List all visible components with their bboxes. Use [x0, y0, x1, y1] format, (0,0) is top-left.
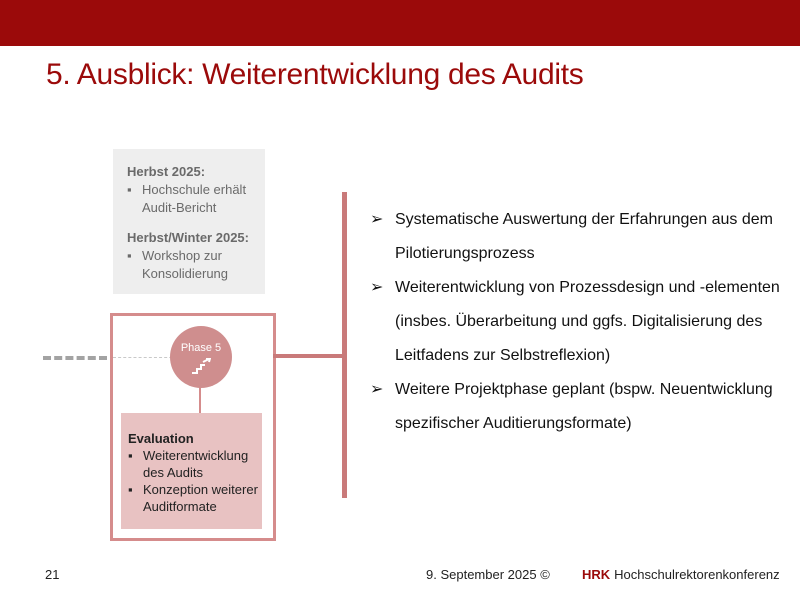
arrow-bullet-icon: ➢: [370, 381, 384, 398]
bullet-marker: ▪: [127, 248, 132, 263]
bullet-text-2: Weiterentwicklung von Prozessdesign und -elementen (insbes. Überarbeitung und ggfs. Digitalisierung des Leitfadens zur Selbstreflexion): [395, 279, 780, 364]
timeline-item-1: Hochschule erhält Audit-Bericht: [142, 182, 247, 215]
list-item: [370, 271, 790, 373]
timeline-box: [113, 149, 265, 294]
logo-abbreviation: HRK: [582, 567, 611, 582]
bullet-text-3: Weitere Projektphase geplant (bspw. Neuentwicklung spezifischer Auditierungsformate): [395, 381, 773, 432]
vertical-bar: [342, 192, 347, 498]
phase-circle: [170, 326, 232, 388]
dashed-connector: [43, 356, 107, 360]
list-item: [370, 203, 790, 271]
bullet-marker: ▪: [128, 482, 133, 497]
header-bar: [0, 0, 800, 46]
evaluation-box: [121, 413, 262, 529]
stairs-arrow-icon: [191, 358, 211, 374]
slide-title: 5. Ausblick: Weiterentwicklung des Audits: [46, 58, 584, 91]
bullet-marker: ▪: [128, 448, 133, 463]
timeline-item-2: Workshop zur Konsolidierung: [142, 248, 229, 281]
evaluation-heading: Evaluation: [128, 431, 194, 446]
logo-text: Hochschulrektorenkonferenz: [614, 567, 780, 582]
timeline-heading-1: Herbst 2025:: [127, 164, 206, 179]
bullet-text-1: Systematische Auswertung der Erfahrungen aus dem Pilotierungsprozess: [395, 211, 773, 262]
page-number: 21: [45, 567, 60, 582]
list-item: [127, 181, 259, 217]
evaluation-item-1: Weiterentwicklung des Audits: [143, 448, 249, 480]
list-item: [370, 373, 790, 441]
footer-date: 9. September 2025 ©: [426, 567, 550, 582]
bullet-marker: ▪: [127, 182, 132, 197]
evaluation-item-2: Konzeption weiterer Auditformate: [143, 482, 258, 514]
phase-label: Phase 5: [180, 342, 222, 354]
list-item: [128, 447, 258, 481]
list-item: [127, 247, 259, 283]
bullet-list: [370, 203, 790, 441]
phase-stem-line: [199, 384, 201, 416]
arrow-bullet-icon: ➢: [370, 279, 384, 296]
timeline-heading-2: Herbst/Winter 2025:: [127, 230, 249, 245]
horizontal-connector: [273, 354, 345, 358]
arrow-bullet-icon: ➢: [370, 211, 384, 228]
list-item: [128, 481, 258, 515]
hrk-logo: [582, 567, 780, 582]
